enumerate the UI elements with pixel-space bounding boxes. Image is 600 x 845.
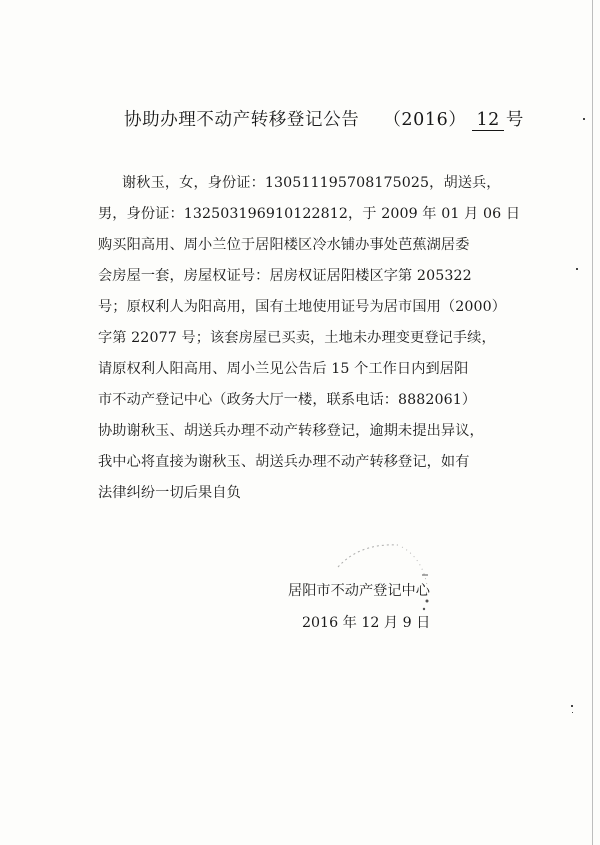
issuing-organization: 居阳市不动产登记中心 (288, 583, 430, 599)
notice-year: （2016） (383, 110, 467, 130)
notice-number: 12 (472, 111, 503, 131)
notice-number-suffix: 号 (505, 110, 525, 130)
body-line: 请原权利人阳高用、周小兰见公告后 15 个工作日内到居阳 (98, 361, 469, 377)
scan-speck (583, 118, 585, 120)
body-line: 字第 22077 号；该套房屋已买卖，土地未办理变更登记手续， (98, 330, 496, 346)
notice-title-line (124, 106, 524, 131)
body-line: 市不动产登记中心（政务大厅一楼，联系电话：8882061） (98, 392, 477, 408)
body-line: 会房屋一套，房屋权证号：居房权证居阳楼区字第 205322 (98, 268, 472, 284)
body-line: 谢秋玉，女，身份证：130511195708175025，胡送兵， (122, 175, 501, 191)
scan-speck (572, 712, 573, 713)
body-line: 协助谢秋玉、胡送兵办理不动产转移登记，逾期未提出异议， (98, 423, 484, 439)
body-line: 男，身份证：13250319691012281​2，于 2009 年 01 月 06 日 (98, 206, 521, 222)
body-line: 我中心将直接为谢秋玉、胡送兵办理不动产转移登记，如有 (98, 454, 470, 470)
body-line: 购买阳高用、周小兰位于居阳楼区冷水铺办事处芭蕉湖居委 (98, 237, 470, 253)
scan-speck (571, 705, 573, 707)
scan-edge-line (592, 0, 593, 845)
issue-date: 2016 年 12 月 9 日 (302, 615, 431, 631)
scan-speck (576, 268, 578, 270)
body-line: 法律纠纷一切后果自负 (98, 485, 241, 501)
notice-title: 协助办理不动产转移登记公告 (124, 110, 360, 130)
body-line: 号；原权利人为阳高用，国有土地使用证号为居市国用（2000） (98, 299, 506, 315)
